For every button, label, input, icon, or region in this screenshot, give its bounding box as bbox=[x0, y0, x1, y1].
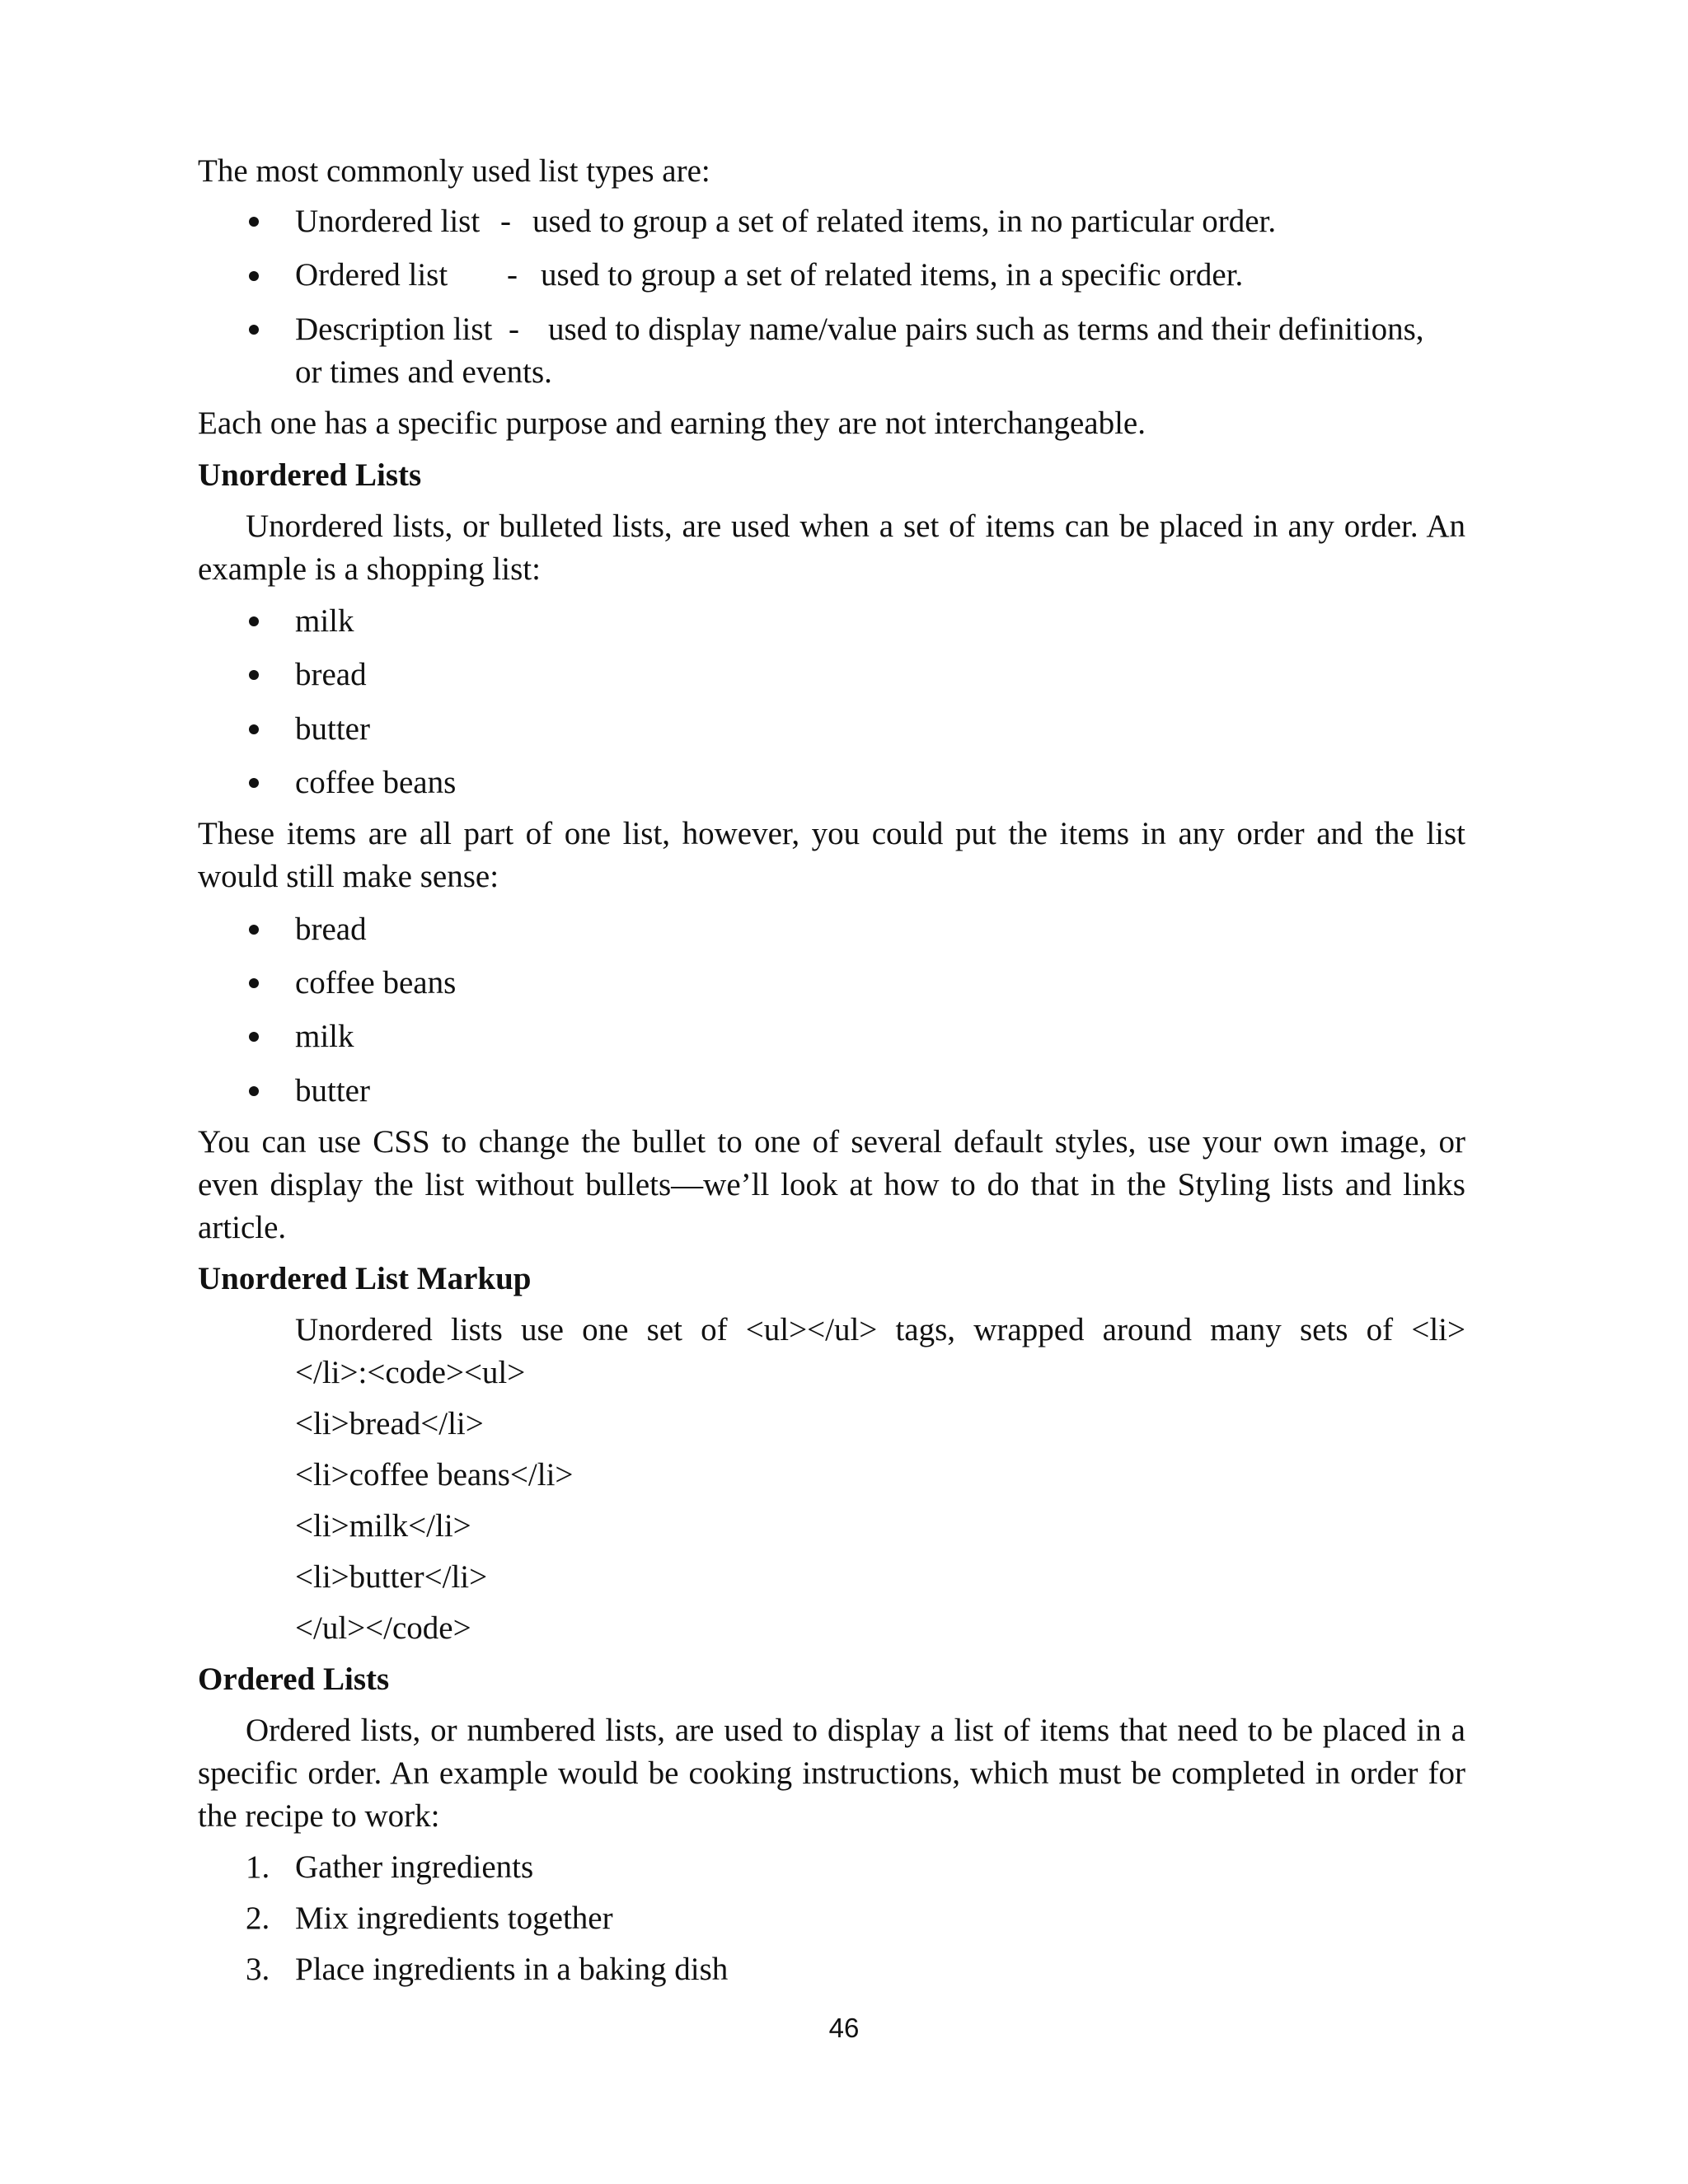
section-heading-unordered: Unordered Lists bbox=[198, 457, 422, 493]
step-number: 3. bbox=[246, 1952, 270, 1987]
paragraph-line: specific order. An example would be cooking instructions, which must be completed in order for bbox=[198, 1755, 1465, 1791]
list-item: milk bbox=[295, 603, 354, 639]
code-line: <li>butter</li> bbox=[295, 1559, 488, 1595]
list-item: butter bbox=[295, 711, 370, 747]
paragraph-line: the recipe to work: bbox=[198, 1798, 440, 1834]
bullet-icon bbox=[249, 217, 259, 227]
bullet-icon bbox=[249, 1086, 259, 1096]
paragraph-line: Unordered lists, or bulleted lists, are used when a set of items can be placed in any order. An bbox=[246, 509, 1465, 544]
bullet-icon bbox=[249, 778, 259, 788]
bullet-icon bbox=[249, 325, 259, 335]
list-type-separator: - bbox=[507, 257, 518, 293]
document-page bbox=[198, 147, 1465, 2059]
bullet-icon bbox=[249, 271, 259, 281]
step-number: 1. bbox=[246, 1849, 270, 1885]
code-line: <li>coffee beans</li> bbox=[295, 1457, 574, 1493]
paragraph-line: would still make sense: bbox=[198, 859, 499, 894]
intro-heading-line: The most commonly used list types are: bbox=[198, 153, 710, 189]
code-line: <li>bread</li> bbox=[295, 1406, 484, 1441]
code-line: <li>milk</li> bbox=[295, 1508, 471, 1544]
list-type-name: Description list bbox=[295, 312, 493, 347]
section-heading-markup: Unordered List Markup bbox=[198, 1261, 532, 1296]
list-type-description-continued: or times and events. bbox=[295, 354, 552, 390]
list-type-name: Ordered list bbox=[295, 257, 448, 293]
list-type-separator: - bbox=[509, 312, 519, 347]
paragraph-line: example is a shopping list: bbox=[198, 551, 541, 587]
list-type-description: used to group a set of related items, in no particular order. bbox=[532, 204, 1277, 239]
paragraph-line: You can use CSS to change the bullet to one of several default styles, use your own image, or bbox=[198, 1124, 1465, 1160]
bullet-icon bbox=[249, 616, 259, 626]
intro-closing: Each one has a specific purpose and earning they are not interchangeable. bbox=[198, 405, 1146, 441]
list-item: coffee beans bbox=[295, 765, 457, 800]
paragraph-line: Unordered lists use one set of <ul></ul> tags, wrapped around many sets of <li> bbox=[295, 1312, 1465, 1347]
section-heading-ordered: Ordered Lists bbox=[198, 1661, 390, 1697]
list-item: bread bbox=[295, 912, 367, 947]
step-text: Mix ingredients together bbox=[295, 1900, 613, 1936]
paragraph-line: Ordered lists, or numbered lists, are used to display a list of items that need to be placed in a bbox=[246, 1713, 1465, 1748]
paragraph-line: even display the list without bullets—we’ll look at how to do that in the Styling lists and links bbox=[198, 1167, 1465, 1202]
bullet-icon bbox=[249, 978, 259, 988]
step-text: Place ingredients in a baking dish bbox=[295, 1952, 729, 1987]
bullet-icon bbox=[249, 670, 259, 680]
bullet-icon bbox=[249, 925, 259, 935]
list-item: bread bbox=[295, 657, 367, 692]
list-type-description: used to group a set of related items, in a specific order. bbox=[541, 257, 1244, 293]
list-type-name: Unordered list bbox=[295, 204, 481, 239]
list-item: coffee beans bbox=[295, 965, 457, 1001]
paragraph-line: </li>:<code><ul> bbox=[295, 1355, 526, 1390]
paragraph-line: article. bbox=[198, 1210, 287, 1245]
code-line: </ul></code> bbox=[295, 1610, 471, 1646]
bullet-icon bbox=[249, 1032, 259, 1042]
list-type-separator: - bbox=[500, 204, 511, 239]
step-text: Gather ingredients bbox=[295, 1849, 534, 1885]
page-number: 46 bbox=[828, 2013, 860, 2043]
bullet-icon bbox=[249, 724, 259, 734]
paragraph-line: These items are all part of one list, however, you could put the items in any order and the list bbox=[198, 816, 1465, 851]
step-number: 2. bbox=[246, 1900, 270, 1936]
list-type-description: used to display name/value pairs such as terms and their definitions, bbox=[548, 312, 1424, 347]
list-item: butter bbox=[295, 1073, 370, 1108]
list-item: milk bbox=[295, 1019, 354, 1054]
